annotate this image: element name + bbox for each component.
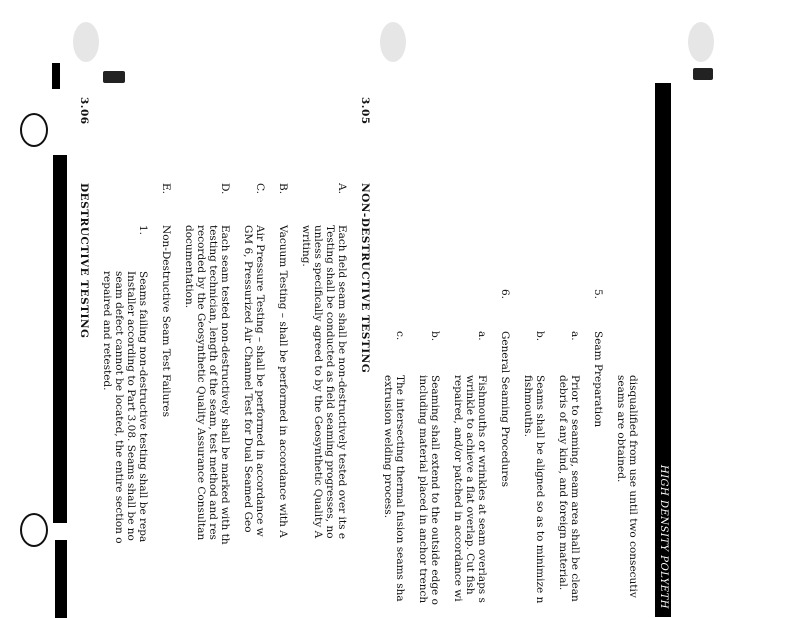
binder-hole-mark: [688, 22, 714, 62]
scan-edge-bar: [52, 63, 60, 89]
text-line: documentation.: [183, 225, 195, 309]
item-number: 6.: [499, 289, 511, 300]
item-number: C.: [254, 183, 266, 194]
text-line: debris of any kind, and foreign material.: [557, 375, 569, 591]
text-line: including material placed in anchor trench: [417, 375, 429, 604]
scan-edge-bar: [53, 155, 67, 523]
text-line: GM 6, Pressurized Air Channel Test for Dual Seamed Geo: [242, 225, 254, 533]
section-number: 3.05: [359, 97, 371, 125]
text-line: Installer according to Part 3.08. Seams shall be no: [125, 271, 137, 541]
document-header-title: HIGH DENSITY POLYETH: [658, 464, 669, 609]
item-number: b.: [429, 331, 441, 342]
item-heading: General Seaming Procedures: [499, 331, 511, 487]
binder-ring-hole: [20, 113, 48, 147]
item-number: c.: [394, 331, 406, 341]
text-line: writing.: [300, 225, 312, 267]
text-line: fishmouths.: [522, 375, 534, 437]
item-number: 1.: [137, 225, 149, 236]
text-line: Seaming shall extend to the outside edge o: [429, 375, 441, 605]
text-line: Testing shall be conducted as field seaming progresses, no: [324, 225, 336, 539]
text-line: Vacuum Testing – shall be performed in accordance with A: [277, 225, 289, 538]
text-line: seam defect cannot be located, the entire section o: [113, 271, 125, 544]
scan-tab-mark: [103, 71, 125, 83]
text-line: Air Pressure Testing – shall be performed in accordance w: [254, 225, 266, 537]
text-line: wrinkle to achieve a flat overlap. Cut fish: [464, 375, 476, 595]
binder-ring-hole: [20, 513, 48, 547]
scan-edge-bar: [55, 540, 67, 618]
text-line: repaired and retested.: [101, 271, 113, 391]
item-number: a.: [476, 331, 488, 341]
item-number: A.: [336, 183, 348, 194]
section-heading: DESTRUCTIVE TESTING: [78, 183, 90, 339]
item-number: b.: [534, 331, 546, 342]
text-line: Prior to seaming, seam area shall be clean: [569, 375, 581, 602]
text-line: The intersecting thermal fusion seams sha: [394, 375, 406, 602]
item-number: D.: [219, 183, 231, 195]
header-strip: [655, 83, 671, 617]
text-line: Each seam tested non-destructively shall be marked with th: [219, 225, 231, 545]
text-line: repaired, and/or patched in accordance wi: [452, 375, 464, 602]
scan-tab-mark: [693, 68, 713, 80]
item-heading: Seam Preparation: [592, 331, 604, 428]
item-number: a.: [569, 331, 581, 341]
text-line: seams are obtained.: [615, 375, 627, 483]
binder-hole-mark: [73, 22, 99, 62]
text-line: disqualified from use until two consecutiv: [627, 375, 639, 598]
text-line: recorded by the Geosynthetic Quality Assurance Consultan: [195, 225, 207, 541]
section-number: 3.06: [78, 97, 90, 125]
text-line: testing technician, length of the seam, test method and res: [207, 225, 219, 540]
text-line: unless specifically agreed to by the Geosynthetic Quality A: [312, 225, 324, 539]
item-number: 5.: [592, 289, 604, 300]
text-line: Seams shall be aligned so as to minimize n: [534, 375, 546, 604]
binder-hole-mark: [380, 22, 406, 62]
section-heading: NON-DESTRUCTIVE TESTING: [359, 183, 371, 374]
text-line: Each field seam shall be non-destructively tested over its e: [336, 225, 348, 540]
text-line: Fishmouths or wrinkles at seam overlaps s: [476, 375, 488, 603]
text-line: extrusion welding process.: [382, 375, 394, 519]
scanned-page: [78, 83, 671, 617]
text-line: Seams failing non-destructive testing shall be repa: [137, 271, 149, 543]
text-line: Non-Destructive Seam Test Failures: [160, 225, 172, 418]
item-number: E.: [160, 183, 172, 195]
item-number: B.: [277, 183, 289, 195]
